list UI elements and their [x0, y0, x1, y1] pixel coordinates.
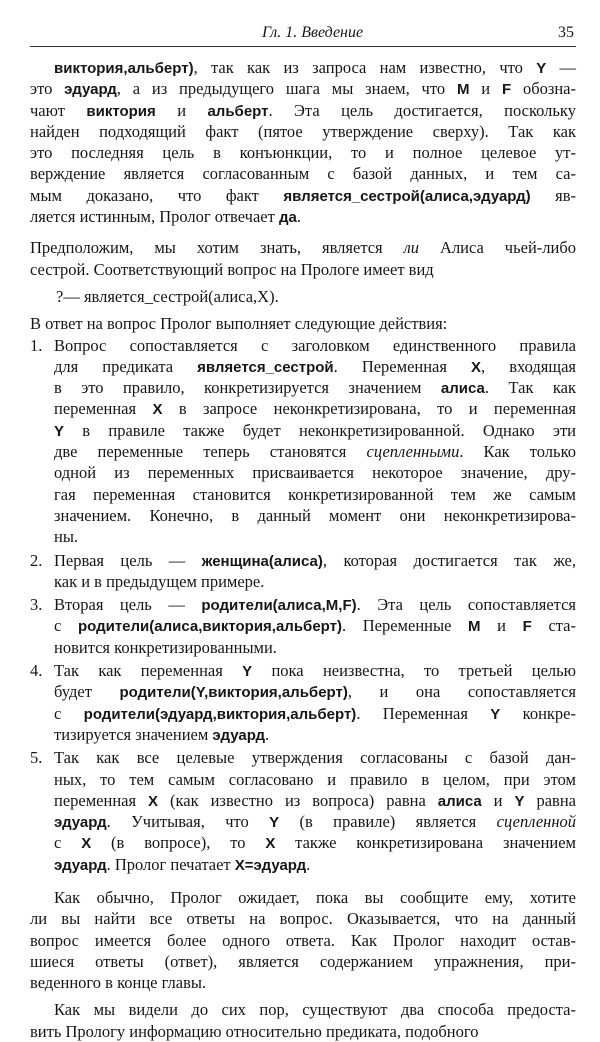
text-run: . Переменная — [356, 703, 491, 723]
text-run: ляется истинным, Пролог отвечает — [30, 207, 279, 227]
text-run: , так как из запроса нам известно, что — [193, 58, 537, 77]
text-run: В ответ на вопрос Пролог выполняет следующие действия: — [30, 314, 448, 334]
text-line — [30, 594, 576, 615]
bold-term: родители(алиса,M,F) — [201, 597, 357, 615]
text-run: с — [54, 616, 78, 636]
text-line — [30, 660, 576, 681]
text-line — [30, 703, 576, 724]
bold-term: альберт — [207, 102, 269, 120]
bold-term: Y — [242, 663, 253, 681]
text-line — [30, 930, 576, 951]
bold-term: M — [456, 81, 470, 99]
text-line — [30, 237, 576, 258]
code-line — [30, 286, 576, 307]
text-run: это последняя цель в конъюнкции, то и полное целевое ут- — [30, 143, 576, 163]
bold-term: эдуард — [212, 726, 266, 744]
text-line — [30, 335, 576, 356]
list-number: 3. — [30, 595, 43, 615]
text-line — [30, 526, 576, 547]
bold-term: родители(алиса,виктория,альберт) — [77, 618, 342, 636]
text-run: и — [469, 79, 502, 99]
text-run: . — [265, 724, 270, 744]
text-run: шиеся ответы (ответ), является содержанием упражнения, при- — [30, 951, 576, 971]
text-run: для предиката — [54, 356, 198, 376]
page-header — [30, 22, 576, 47]
list-number: 4. — [30, 661, 43, 681]
text-line — [30, 615, 576, 636]
text-line — [30, 887, 576, 908]
text-run: переменная — [54, 399, 153, 419]
text-run: как и в предыдущем примере. — [54, 571, 265, 591]
bold-term: алиса — [437, 792, 482, 810]
list-number: 2. — [30, 550, 43, 570]
italic-term: сцепленной — [496, 812, 577, 832]
bold-term: Y — [54, 422, 65, 440]
text-run: (в вопросе), то — [91, 833, 266, 853]
query-code: ?— является_сестрой(алиса,X). — [56, 286, 279, 306]
text-run: конкре- — [500, 703, 577, 723]
text-run: , а из предыдущего шага мы знаем, что — [116, 79, 457, 99]
list-item — [30, 747, 576, 875]
bold-term: родители(эдуард,виктория,альберт) — [83, 705, 357, 723]
bold-term: женщина(алиса) — [201, 552, 323, 570]
text-run: . Эта цель сопоставляется — [356, 595, 576, 615]
bold-term: родители(Y,виктория,альберт) — [119, 684, 348, 702]
bold-term: алиса — [440, 380, 485, 398]
text-line — [30, 398, 576, 419]
bold-term: X=эдуард — [234, 856, 307, 874]
italic-term: ли — [403, 238, 420, 258]
text-run: Так как переменная — [54, 661, 243, 681]
text-line — [30, 811, 576, 832]
text-line — [30, 832, 576, 853]
text-run: две переменные теперь становятся — [54, 442, 367, 462]
text-run: вопрос имеется более одного ответа. Как Пролог находит остав- — [30, 930, 576, 950]
text-run: будет — [54, 682, 120, 702]
text-run: в запросе неконкретизирована, то и переменная — [162, 399, 576, 419]
text-run: и — [480, 616, 523, 636]
text-run: (в правиле) является — [279, 812, 497, 832]
text-run: Как обычно, Пролог ожидает, пока вы сообщите ему, хотите — [54, 887, 576, 907]
list-number: 1. — [30, 335, 43, 355]
text-run: ны. — [54, 527, 79, 547]
text-line — [30, 57, 576, 78]
text-line — [30, 972, 576, 993]
bold-term: да — [278, 209, 297, 227]
text-run: гая переменная становится конкретизированной тем же самым — [54, 484, 576, 504]
text-run: . Переменная — [333, 356, 472, 376]
text-run: Алиса чьей-либо — [419, 238, 576, 258]
text-run: в правиле также будет неконкретизированной. Однако эти — [64, 420, 576, 440]
text-run: , которая достигается так же, — [322, 550, 576, 570]
paragraph — [30, 237, 576, 280]
text-line — [30, 637, 576, 658]
text-run: переменная — [54, 790, 149, 810]
paragraph — [30, 999, 576, 1042]
bold-term: X — [148, 792, 159, 810]
text-run: — — [546, 58, 577, 77]
text-line — [30, 462, 576, 483]
bold-term: Y — [514, 792, 525, 810]
text-run: чают — [30, 100, 87, 120]
text-run: . — [306, 854, 311, 874]
text-line — [30, 206, 576, 227]
text-run: Вторая цель — — [54, 595, 202, 615]
bold-term: является_сестрой — [197, 358, 334, 376]
text-line — [30, 259, 576, 280]
text-run: пока неизвестна, то третьей целью — [252, 661, 576, 681]
text-run: яв- — [530, 185, 576, 205]
bold-term: X — [265, 835, 276, 853]
text-line — [30, 78, 576, 99]
text-line — [30, 999, 576, 1020]
text-line — [30, 571, 576, 592]
text-run: тизируется значением — [54, 724, 213, 744]
text-run: мым доказано, что факт — [30, 185, 284, 205]
text-line — [30, 142, 576, 163]
list-number: 5. — [30, 748, 43, 768]
text-run: обозна- — [511, 79, 577, 99]
text-run: и — [481, 790, 515, 810]
text-line — [30, 908, 576, 929]
text-line — [30, 505, 576, 526]
text-run: с — [54, 833, 82, 853]
text-run: Вопрос сопоставляется с заголовком единственного правила — [54, 335, 576, 355]
text-line — [30, 185, 576, 206]
bold-term: эдуард — [64, 81, 117, 99]
running-head: Гл. 1. Введение — [262, 24, 364, 41]
text-run: . Переменные — [341, 616, 469, 636]
text-line — [30, 854, 576, 875]
italic-term: сцепленными — [366, 442, 460, 462]
text-run: , и она сопоставляется — [347, 682, 576, 702]
list-item — [30, 550, 576, 593]
text-line — [30, 420, 576, 441]
bold-term: M — [468, 618, 481, 636]
text-line — [30, 163, 576, 184]
text-run: Первая цель — — [54, 550, 202, 570]
bold-term: виктория — [86, 102, 156, 120]
text-run: найден подходящий факт (пятое утверждение сверху). Так как — [30, 121, 576, 141]
bold-term: F — [522, 618, 532, 636]
bold-term: эдуард — [54, 814, 107, 832]
text-line — [30, 484, 576, 505]
paragraph — [30, 57, 576, 227]
text-run: новится конкретизированными. — [54, 637, 277, 657]
list-item — [30, 335, 576, 548]
text-run: . Учитывая, что — [106, 812, 270, 832]
bold-term: X — [152, 401, 163, 419]
bold-term: X — [81, 835, 92, 853]
text-run: веденного в конце главы. — [30, 973, 207, 993]
bold-term: является_сестрой(алиса,эдуард) — [283, 187, 531, 205]
text-line — [30, 121, 576, 142]
text-run: . — [296, 207, 301, 227]
bold-term: X — [471, 358, 482, 376]
text-run: сестрой. Соответствующий вопрос на Прологе имеет вид — [30, 259, 434, 279]
text-run: равна — [524, 790, 576, 810]
bold-term: Y — [269, 814, 280, 832]
text-line — [30, 681, 576, 702]
bold-term: F — [501, 81, 512, 99]
text-run: вить Прологу информацию относительно предиката, подобного — [30, 1021, 479, 1041]
text-run: это — [30, 79, 65, 99]
text-run: верждение является согласованным с базой данных, и тем са- — [30, 164, 576, 184]
bold-term: Y — [536, 60, 547, 77]
bold-term: виктория,альберт) — [54, 60, 194, 77]
text-line — [30, 441, 576, 462]
text-run: ли вы найти все ответы на вопрос. Оказывается, что на данный — [30, 909, 576, 929]
text-run: Предположим, мы хотим знать, является — [30, 238, 404, 258]
text-run: . Как только — [459, 442, 576, 462]
text-line — [30, 356, 576, 377]
text-run: с — [54, 703, 84, 723]
text-run: Как мы видели до сих пор, существуют два способа предоста- — [54, 1000, 576, 1020]
text-run: в это правило, конкретизируется значением — [54, 378, 441, 398]
text-run: . Так как — [484, 378, 576, 398]
text-run: ных, то тем самым согласовано и правило в целом, при этом — [54, 769, 576, 789]
text-line — [30, 724, 576, 745]
list-item — [30, 660, 576, 745]
text-run: значением. Конечно, в данный момент они неконкретизирова- — [54, 505, 576, 525]
text-line — [30, 769, 576, 790]
text-run: (как известно из вопроса) равна — [158, 790, 438, 810]
page-number: 35 — [558, 24, 574, 41]
body-text — [30, 57, 576, 1042]
list-item — [30, 594, 576, 658]
text-run: . Пролог печатает — [106, 854, 235, 874]
text-line — [30, 100, 576, 121]
bold-term: эдуард — [54, 856, 107, 874]
text-run: . Эта цель достигается, поскольку — [268, 100, 576, 120]
text-line — [30, 747, 576, 768]
bold-term: Y — [490, 705, 501, 723]
text-run: также конкретизирована значением — [275, 833, 577, 853]
text-line — [30, 377, 576, 398]
paragraph — [30, 313, 576, 334]
text-run: Так как все целевые утверждения согласованы с базой дан- — [54, 748, 576, 768]
text-line — [30, 1021, 576, 1042]
text-run: одной из переменных присваивается некоторое значение, дру- — [54, 463, 576, 483]
text-run: и — [155, 100, 208, 120]
text-line — [30, 313, 576, 334]
paragraph — [30, 887, 576, 993]
text-run: ста- — [531, 616, 576, 636]
text-run: , входящая — [481, 356, 576, 376]
text-line — [30, 550, 576, 571]
text-line — [30, 790, 576, 811]
